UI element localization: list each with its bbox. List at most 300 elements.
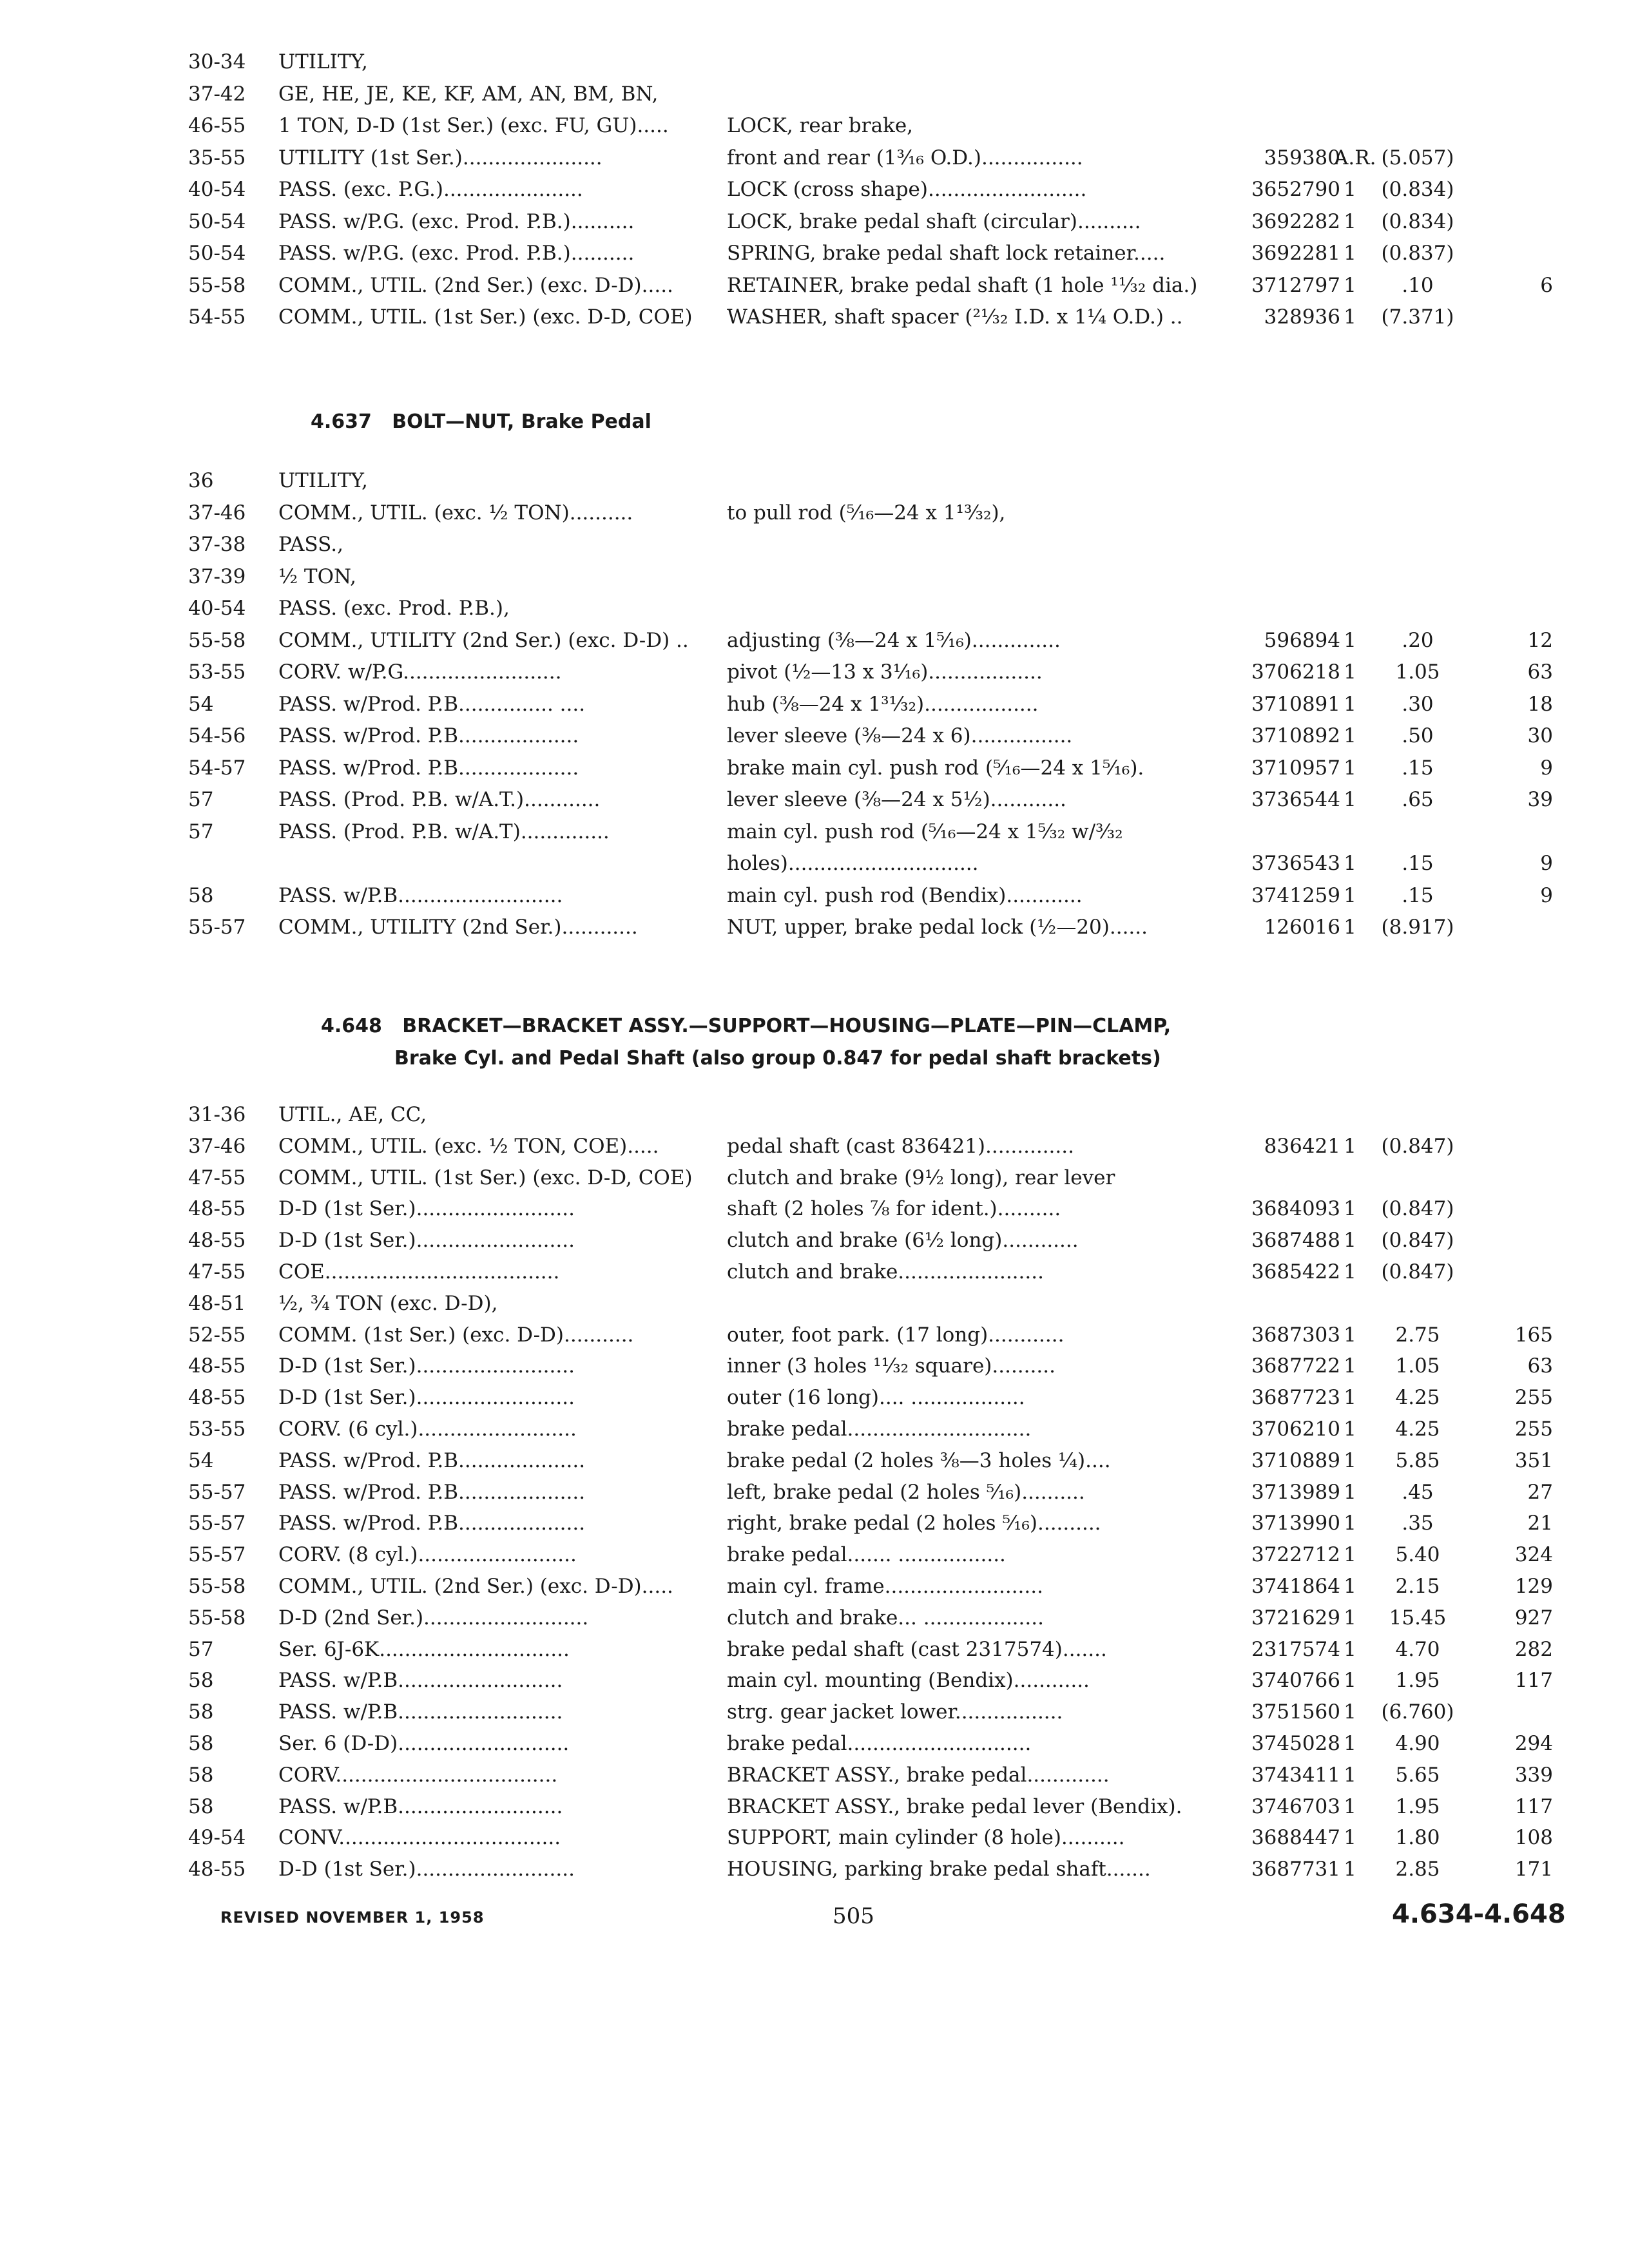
table-row [0, 1349, 1629, 1383]
model-application: COMM., UTIL. (1st Ser.) (exc. D-D, COE) [278, 305, 693, 329]
quantity: 1 [1344, 756, 1356, 780]
list-price: .30 [1402, 692, 1434, 716]
weight-value: 351 [1514, 1448, 1553, 1472]
year-range: 54-55 [188, 305, 246, 329]
model-application: CORV. w/P.G......................... [278, 660, 562, 684]
part-description: LOCK, brake pedal shaft (circular).......... [727, 209, 1141, 233]
year-range: 58 [188, 1763, 214, 1787]
year-range: 55-58 [188, 1606, 246, 1629]
quantity: 1 [1344, 852, 1356, 875]
quantity: 1 [1344, 1448, 1356, 1472]
model-application: Ser. 6 (D-D)........................... [278, 1732, 570, 1755]
year-range: 52-55 [188, 1323, 246, 1347]
table-row [0, 173, 1629, 206]
model-application: UTILITY, [278, 50, 368, 73]
part-description: outer (16 long).... .................. [727, 1386, 1025, 1410]
year-range: 55-58 [188, 273, 246, 297]
quantity: 1 [1344, 660, 1356, 684]
part-number: 3751560 [1251, 1700, 1340, 1724]
table-row [0, 591, 1629, 625]
part-description: main cyl. push rod (Bendix)............ [727, 883, 1083, 907]
group-range: 4.634-4.648 [1392, 1899, 1566, 1929]
part-description: brake pedal (2 holes ⅜—3 holes ¼).... [727, 1448, 1111, 1472]
quantity: 1 [1344, 1386, 1356, 1410]
part-description: hub (⅜—24 x 1³¹⁄₃₂).................. [727, 692, 1039, 716]
year-range: 54-56 [188, 724, 246, 747]
year-range: 55-58 [188, 628, 246, 652]
list-price: 2.15 [1395, 1575, 1440, 1598]
weight-value: 255 [1514, 1418, 1553, 1441]
weight-value: 18 [1527, 692, 1553, 716]
quantity: 1 [1344, 178, 1356, 201]
part-number: 3713989 [1251, 1480, 1340, 1504]
quantity: 1 [1344, 1575, 1356, 1598]
model-application: ½ TON, [278, 564, 356, 588]
part-description: to pull rod (⁵⁄₁₆—24 x 1¹³⁄₃₂), [727, 501, 1006, 524]
table-row [0, 1475, 1629, 1509]
year-range: 50-54 [188, 242, 246, 265]
weight-value: 12 [1527, 628, 1553, 652]
model-application: UTILITY, [278, 469, 368, 492]
list-price: 1.05 [1395, 1354, 1440, 1378]
table-row [0, 45, 1629, 79]
part-number: 3688447 [1251, 1826, 1340, 1850]
part-description: NUT, upper, brake pedal lock (½—20)...... [727, 916, 1148, 939]
table-row [0, 269, 1629, 302]
part-description: lever sleeve (⅜—24 x 5½)............ [727, 788, 1066, 811]
table-row [0, 879, 1629, 912]
weight-value: 117 [1514, 1794, 1553, 1818]
year-range: 37-42 [188, 82, 246, 106]
year-range: 57 [188, 820, 214, 843]
weight-value: 6 [1540, 273, 1553, 297]
model-application: PASS. w/P.B.......................... [278, 1794, 563, 1818]
part-number: 3687722 [1251, 1354, 1340, 1378]
model-application: D-D (1st Ser.)......................... [278, 1386, 575, 1410]
part-number: 596894 [1264, 628, 1340, 652]
model-application: PASS., [278, 533, 343, 556]
year-range: 55-58 [188, 1575, 246, 1598]
quantity: 1 [1344, 1323, 1356, 1347]
list-price: (0.847) [1381, 1197, 1454, 1221]
model-application: PASS. w/P.B.......................... [278, 1669, 563, 1693]
section-title-line2: Brake Cyl. and Pedal Shaft (also group 0.847 for pedal shaft brackets) [394, 1047, 1161, 1070]
list-price: .15 [1402, 883, 1434, 907]
part-number: 3710957 [1251, 756, 1340, 780]
model-application: CORV. (6 cyl.)......................... [278, 1418, 577, 1441]
table-row [0, 783, 1629, 816]
quantity: 1 [1344, 273, 1356, 297]
part-description: pedal shaft (cast 836421).............. [727, 1134, 1074, 1158]
list-price: .50 [1402, 724, 1434, 747]
part-number: 3685422 [1251, 1260, 1340, 1283]
list-price: .10 [1402, 273, 1434, 297]
part-description: brake pedal............................. [727, 1418, 1032, 1441]
table-row [0, 1161, 1629, 1195]
part-description: outer, foot park. (17 long)............ [727, 1323, 1065, 1347]
quantity: 1 [1344, 916, 1356, 939]
quantity: 1 [1344, 1260, 1356, 1283]
list-price: 5.85 [1395, 1448, 1440, 1472]
year-range: 35-55 [188, 146, 246, 169]
year-range: 53-55 [188, 660, 246, 684]
year-range: 36 [188, 469, 214, 492]
part-description: main cyl. mounting (Bendix)............ [727, 1669, 1090, 1693]
model-application: PASS. w/Prod. P.B............... .... [278, 692, 586, 716]
year-range: 48-55 [188, 1386, 246, 1410]
quantity: 1 [1344, 1700, 1356, 1724]
year-range: 48-55 [188, 1229, 246, 1253]
year-range: 55-57 [188, 1543, 246, 1567]
section-number: 4.637 [311, 410, 372, 433]
part-number: 3687488 [1251, 1229, 1340, 1253]
list-price: 4.90 [1395, 1732, 1440, 1755]
quantity: 1 [1344, 1637, 1356, 1661]
quantity: 1 [1344, 1732, 1356, 1755]
part-number: 3713990 [1251, 1512, 1340, 1535]
model-application: UTILITY (1st Ser.)...................... [278, 146, 602, 169]
list-price: (5.057) [1381, 146, 1454, 169]
part-description: strg. gear jacket lower................. [727, 1700, 1063, 1724]
table-row [0, 205, 1629, 238]
table-row [0, 560, 1629, 593]
quantity: 1 [1344, 692, 1356, 716]
table-row [0, 1381, 1629, 1414]
table-row [0, 464, 1629, 497]
model-application: PASS. w/Prod. P.B................... [278, 724, 579, 747]
weight-value: 255 [1514, 1386, 1553, 1410]
year-range: 47-55 [188, 1166, 246, 1189]
list-price: .45 [1402, 1480, 1434, 1504]
model-application: D-D (1st Ser.)......................... [278, 1858, 575, 1881]
part-description: clutch and brake... ................... [727, 1606, 1044, 1629]
quantity: 1 [1344, 628, 1356, 652]
part-description: left, brake pedal (2 holes ⁵⁄₁₆).......... [727, 1480, 1085, 1504]
year-range: 58 [188, 1669, 214, 1693]
table-row [0, 1255, 1629, 1289]
part-description: LOCK (cross shape)......................... [727, 178, 1087, 201]
table-row [0, 1412, 1629, 1446]
model-application: PASS. w/Prod. P.B................... [278, 756, 579, 780]
table-row [0, 910, 1629, 944]
list-price: 1.95 [1395, 1669, 1440, 1693]
year-range: 57 [188, 1637, 214, 1661]
model-application: COMM., UTIL. (exc. ½ TON).......... [278, 501, 633, 524]
part-description: brake pedal shaft (cast 2317574)....... [727, 1637, 1107, 1661]
page-number: 505 [833, 1903, 874, 1929]
year-range: 40-54 [188, 178, 246, 201]
table-row [0, 1538, 1629, 1571]
table-row [0, 719, 1629, 753]
model-application: PASS. w/Prod. P.B.................... [278, 1448, 586, 1472]
part-number: 836421 [1264, 1134, 1340, 1158]
weight-value: 63 [1527, 660, 1553, 684]
part-number: 3652790 [1251, 178, 1340, 201]
weight-value: 63 [1527, 1354, 1553, 1378]
table-row [0, 109, 1629, 142]
quantity: A.R. [1334, 146, 1376, 169]
table-row [0, 1758, 1629, 1792]
part-description: brake pedal....... ................. [727, 1543, 1006, 1567]
table-row [0, 1129, 1629, 1163]
part-number: 3692281 [1251, 242, 1340, 265]
part-number: 3687723 [1251, 1386, 1340, 1410]
part-number: 328936 [1264, 305, 1340, 329]
model-application: COMM., UTIL. (2nd Ser.) (exc. D-D)..... [278, 1575, 673, 1598]
weight-value: 9 [1540, 883, 1553, 907]
year-range: 58 [188, 883, 214, 907]
table-row [0, 655, 1629, 689]
model-application: PASS. (exc. P.G.)...................... [278, 178, 583, 201]
section-heading-4-648 [321, 1012, 1171, 1041]
quantity: 1 [1344, 1858, 1356, 1881]
table-row [0, 1821, 1629, 1854]
quantity: 1 [1344, 1543, 1356, 1567]
part-description: shaft (2 holes ⅞ for ident.).......... [727, 1197, 1061, 1221]
table-row [0, 687, 1629, 721]
model-application: PASS. w/P.G. (exc. Prod. P.B.).......... [278, 209, 635, 233]
table-row [0, 300, 1629, 334]
weight-value: 927 [1514, 1606, 1553, 1629]
list-price: .35 [1402, 1512, 1434, 1535]
part-description: main cyl. push rod (⁵⁄₁₆—24 x 1⁵⁄₃₂ w/³⁄₃₂ [727, 820, 1123, 843]
part-description: HOUSING, parking brake pedal shaft....... [727, 1858, 1151, 1881]
list-price: 4.70 [1395, 1637, 1440, 1661]
year-range: 37-46 [188, 501, 246, 524]
part-number: 3706218 [1251, 660, 1340, 684]
table-row [0, 1224, 1629, 1257]
list-price: .65 [1402, 788, 1434, 811]
quantity: 1 [1344, 883, 1356, 907]
quantity: 1 [1344, 1669, 1356, 1693]
model-application: PASS. w/P.B.......................... [278, 883, 563, 907]
model-application: ½, ¾ TON (exc. D-D), [278, 1291, 498, 1315]
model-application: PASS. w/Prod. P.B.................... [278, 1480, 586, 1504]
table-row [0, 528, 1629, 561]
model-application: D-D (2nd Ser.).......................... [278, 1606, 589, 1629]
weight-value: 129 [1514, 1575, 1553, 1598]
list-price: 2.85 [1395, 1858, 1440, 1881]
table-row [0, 1790, 1629, 1823]
model-application: PASS. (Prod. P.B. w/A.T).............. [278, 820, 610, 843]
model-application: COE..................................... [278, 1260, 560, 1283]
model-application: D-D (1st Ser.)......................... [278, 1197, 575, 1221]
part-number: 3743411 [1251, 1763, 1340, 1787]
quantity: 1 [1344, 1794, 1356, 1818]
model-application: PASS. w/Prod. P.B.................... [278, 1512, 586, 1535]
table-row [0, 1633, 1629, 1666]
part-description: holes).............................. [727, 852, 979, 875]
part-number: 3746703 [1251, 1794, 1340, 1818]
year-range: 54 [188, 1448, 214, 1472]
part-description: front and rear (1³⁄₁₆ O.D.)................ [727, 146, 1083, 169]
list-price: 1.80 [1395, 1826, 1440, 1850]
quantity: 1 [1344, 1606, 1356, 1629]
part-number: 3721629 [1251, 1606, 1340, 1629]
year-range: 37-46 [188, 1134, 246, 1158]
section-subheading-4-648 [394, 1044, 1161, 1073]
weight-value: 117 [1514, 1669, 1553, 1693]
list-price: .15 [1402, 756, 1434, 780]
model-application: COMM. (1st Ser.) (exc. D-D)........... [278, 1323, 634, 1347]
list-price: 2.75 [1395, 1323, 1440, 1347]
year-range: 48-55 [188, 1354, 246, 1378]
part-description: brake pedal............................. [727, 1732, 1032, 1755]
year-range: 46-55 [188, 114, 246, 137]
quantity: 1 [1344, 1354, 1356, 1378]
part-number: 3692282 [1251, 209, 1340, 233]
quantity: 1 [1344, 1512, 1356, 1535]
list-price: (0.847) [1381, 1229, 1454, 1253]
year-range: 57 [188, 788, 214, 811]
part-description: LOCK, rear brake, [727, 114, 914, 137]
year-range: 55-57 [188, 916, 246, 939]
model-application: D-D (1st Ser.)......................... [278, 1354, 575, 1378]
quantity: 1 [1344, 788, 1356, 811]
year-range: 49-54 [188, 1826, 246, 1850]
model-application: PASS. w/P.G. (exc. Prod. P.B.).......... [278, 242, 635, 265]
quantity: 1 [1344, 209, 1356, 233]
year-range: 37-38 [188, 533, 246, 556]
weight-value: 30 [1527, 724, 1553, 747]
year-range: 31-36 [188, 1103, 246, 1126]
part-number: 3741259 [1251, 883, 1340, 907]
section-heading-4-637 [311, 407, 651, 437]
weight-value: 171 [1514, 1858, 1553, 1881]
year-range: 54-57 [188, 756, 246, 780]
weight-value: 294 [1514, 1732, 1553, 1755]
list-price: (8.917) [1381, 916, 1454, 939]
table-row [0, 1192, 1629, 1225]
part-number: 3706210 [1251, 1418, 1340, 1441]
part-number: 3687731 [1251, 1858, 1340, 1881]
part-number: 3712797 [1251, 273, 1340, 297]
list-price: 5.65 [1395, 1763, 1440, 1787]
weight-value: 39 [1527, 788, 1553, 811]
year-range: 55-57 [188, 1512, 246, 1535]
table-row [0, 1664, 1629, 1697]
part-description: clutch and brake (9½ long), rear lever [727, 1166, 1115, 1189]
table-row [0, 77, 1629, 111]
part-number: 3684093 [1251, 1197, 1340, 1221]
weight-value: 282 [1514, 1637, 1553, 1661]
part-number: 3736543 [1251, 852, 1340, 875]
model-application: COMM., UTIL. (exc. ½ TON, COE)..... [278, 1134, 659, 1158]
part-description: brake main cyl. push rod (⁵⁄₁₆—24 x 1⁵⁄₁₆). [727, 756, 1144, 780]
part-number: 3722712 [1251, 1543, 1340, 1567]
part-description: BRACKET ASSY., brake pedal............. [727, 1763, 1110, 1787]
weight-value: 27 [1527, 1480, 1553, 1504]
part-number: 3741864 [1251, 1575, 1340, 1598]
part-number: 3710892 [1251, 724, 1340, 747]
table-row [0, 1287, 1629, 1320]
list-price: .15 [1402, 852, 1434, 875]
list-price: 1.05 [1395, 660, 1440, 684]
year-range: 55-57 [188, 1480, 246, 1504]
list-price: 5.40 [1395, 1543, 1440, 1567]
model-application: PASS. (exc. Prod. P.B.), [278, 597, 510, 620]
model-application: PASS. (Prod. P.B. w/A.T.)............ [278, 788, 601, 811]
model-application: COMM., UTIL. (1st Ser.) (exc. D-D, COE) [278, 1166, 693, 1189]
year-range: 30-34 [188, 50, 246, 73]
table-row [0, 1601, 1629, 1635]
model-application: CORV. (8 cyl.)......................... [278, 1543, 577, 1567]
model-application: 1 TON, D-D (1st Ser.) (exc. FU, GU)..... [278, 114, 669, 137]
list-price: 15.45 [1389, 1606, 1447, 1629]
part-number: 126016 [1264, 916, 1340, 939]
part-description: right, brake pedal (2 holes ⁵⁄₁₆).......... [727, 1512, 1101, 1535]
model-application: Ser. 6J-6K.............................. [278, 1637, 570, 1661]
part-number: 3687303 [1251, 1323, 1340, 1347]
list-price: (0.847) [1381, 1260, 1454, 1283]
part-number: 3710889 [1251, 1448, 1340, 1472]
part-number: 2317574 [1251, 1637, 1340, 1661]
table-row [0, 1570, 1629, 1603]
year-range: 54 [188, 692, 214, 716]
quantity: 1 [1344, 305, 1356, 329]
table-row [0, 1727, 1629, 1760]
year-range: 53-55 [188, 1418, 246, 1441]
part-description: SUPPORT, main cylinder (8 hole).......... [727, 1826, 1125, 1850]
section-title-line1: BRACKET—BRACKET ASSY.—SUPPORT—HOUSING—PLATE—PIN—CLAMP, [402, 1015, 1171, 1037]
weight-value: 165 [1514, 1323, 1553, 1347]
quantity: 1 [1344, 1229, 1356, 1253]
model-application: CORV................................... [278, 1763, 558, 1787]
quantity: 1 [1344, 242, 1356, 265]
year-range: 50-54 [188, 209, 246, 233]
table-row [0, 815, 1629, 849]
section-title: BOLT—NUT, Brake Pedal [392, 410, 651, 433]
part-description: pivot (½—13 x 3¹⁄₁₆).................. [727, 660, 1043, 684]
year-range: 58 [188, 1732, 214, 1755]
year-range: 48-55 [188, 1858, 246, 1881]
year-range: 47-55 [188, 1260, 246, 1283]
table-row [0, 1695, 1629, 1729]
table-row [0, 1098, 1629, 1131]
model-application: COMM., UTILITY (2nd Ser.) (exc. D-D) .. [278, 628, 689, 652]
quantity: 1 [1344, 1480, 1356, 1504]
revised-date: REVISED NOVEMBER 1, 1958 [220, 1908, 485, 1927]
quantity: 1 [1344, 1418, 1356, 1441]
part-description: main cyl. frame......................... [727, 1575, 1043, 1598]
table-row [0, 236, 1629, 270]
weight-value: 9 [1540, 852, 1553, 875]
year-range: 48-51 [188, 1291, 246, 1315]
part-description: SPRING, brake pedal shaft lock retainer..... [727, 242, 1166, 265]
model-application: COMM., UTIL. (2nd Ser.) (exc. D-D)..... [278, 273, 673, 297]
weight-value: 21 [1527, 1512, 1553, 1535]
model-application: CONV................................... [278, 1826, 561, 1850]
year-range: 40-54 [188, 597, 246, 620]
part-number: 3740766 [1251, 1669, 1340, 1693]
list-price: 4.25 [1395, 1386, 1440, 1410]
part-description: BRACKET ASSY., brake pedal lever (Bendix). [727, 1794, 1182, 1818]
table-row [0, 1444, 1629, 1477]
list-price: (6.760) [1381, 1700, 1454, 1724]
part-description: adjusting (⅜—24 x 1⁵⁄₁₆).............. [727, 628, 1061, 652]
list-price: 4.25 [1395, 1418, 1440, 1441]
table-row [0, 1506, 1629, 1540]
year-range: 58 [188, 1794, 214, 1818]
list-price: (7.371) [1381, 305, 1454, 329]
model-application: COMM., UTILITY (2nd Ser.)............ [278, 916, 638, 939]
weight-value: 339 [1514, 1763, 1553, 1787]
table-row [0, 847, 1629, 880]
table-row [0, 1318, 1629, 1352]
part-description: clutch and brake....................... [727, 1260, 1044, 1283]
part-description: inner (3 holes ¹¹⁄₃₂ square).......... [727, 1354, 1055, 1378]
list-price: (0.834) [1381, 178, 1454, 201]
